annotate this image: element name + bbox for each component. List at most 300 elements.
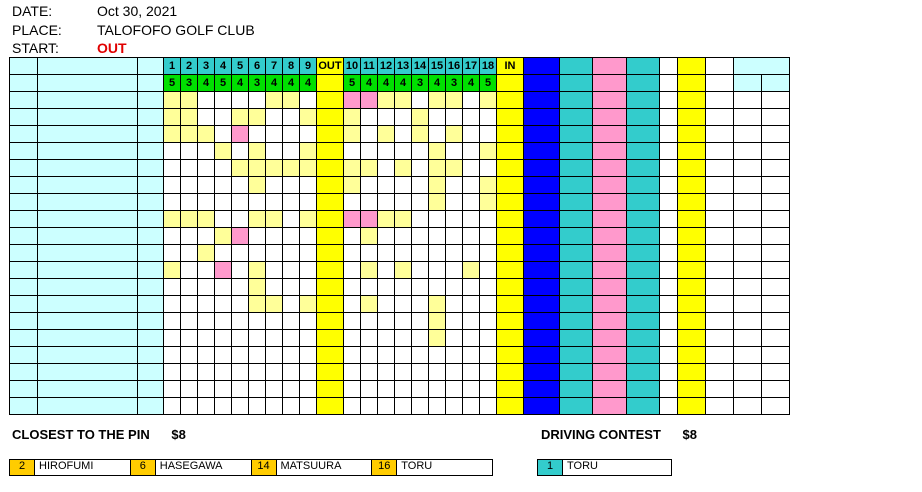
score-cell [429,228,446,245]
score-cell [283,92,300,109]
player-no [10,126,38,143]
player-grs [524,194,560,211]
col-hole-6: 6 [249,58,266,75]
score-cell [463,177,480,194]
player-row [10,126,790,143]
player-tee [138,143,164,160]
score-cell [361,245,378,262]
player-pen [706,245,734,262]
player-pen [706,126,734,143]
score-cell [344,245,361,262]
score-cell [463,262,480,279]
score-cell [181,109,198,126]
score-cell [361,313,378,330]
score-cell [198,109,215,126]
winner-entry [10,460,131,475]
winner-hole: 6 [131,460,156,475]
guest-pat [627,364,660,381]
score-cell [181,364,198,381]
col-hole-IN: IN [497,58,524,75]
score-cell [344,330,361,347]
par-net [593,75,627,92]
par-hole: 4 [300,75,317,92]
empty-cell [734,347,762,364]
empty-cell [215,398,232,415]
empty-cell [249,347,266,364]
player-no [10,330,38,347]
empty-cell [283,347,300,364]
score-cell [497,262,524,279]
score-cell [480,177,497,194]
player-q [660,330,678,347]
col-hole-8: 8 [283,58,300,75]
score-cell [412,177,429,194]
col-no [10,58,38,75]
score-cell [249,92,266,109]
score-cell [361,364,378,381]
score-cell [249,313,266,330]
score-cell [361,279,378,296]
player-hc [560,245,593,262]
empty-cell [181,381,198,398]
score-cell [497,245,524,262]
date-line [12,3,177,19]
player-q [660,245,678,262]
empty-cell [429,381,446,398]
player-rri [678,228,706,245]
player-tee [138,126,164,143]
empty-cell [300,398,317,415]
score-cell [266,143,283,160]
empty-cell [395,398,412,415]
player-grs [524,313,560,330]
player-q [660,211,678,228]
player-orig-net [762,228,790,245]
empty-cell [138,398,164,415]
score-cell [463,109,480,126]
guest-ohc [734,364,762,381]
score-cell [429,262,446,279]
score-cell [429,279,446,296]
empty-cell [317,381,344,398]
score-cell [378,143,395,160]
player-tee [138,109,164,126]
player-pen [706,330,734,347]
score-cell [232,313,249,330]
empty-cell [660,398,678,415]
score-cell [497,279,524,296]
player-rri [678,330,706,347]
blank-row [10,381,790,398]
player-tee [138,313,164,330]
guest-rri [678,364,706,381]
score-cell [317,313,344,330]
player-pat [627,143,660,160]
winner-entry [252,460,373,475]
par-hole: 4 [266,75,283,92]
score-cell [429,330,446,347]
player-orig-net [762,330,790,347]
date-label: DATE: [12,3,53,19]
score-cell [300,296,317,313]
col-hole-9: 9 [300,58,317,75]
score-cell [283,211,300,228]
player-tee [138,92,164,109]
score-cell [249,126,266,143]
score-cell [181,296,198,313]
score-cell [164,143,181,160]
score-cell [412,296,429,313]
score-cell [463,330,480,347]
col-hole-13: 13 [395,58,412,75]
player-pat [627,126,660,143]
score-cell [266,126,283,143]
score-cell [446,279,463,296]
score-cell [446,109,463,126]
score-cell [164,262,181,279]
score-cell [446,92,463,109]
header-row [10,58,790,75]
score-cell [215,194,232,211]
score-cell [378,194,395,211]
winner-hole: 2 [10,460,35,475]
col-hole-18: 18 [480,58,497,75]
player-pen [706,296,734,313]
score-cell [215,296,232,313]
player-net [593,92,627,109]
score-cell [249,194,266,211]
score-cell [480,194,497,211]
empty-cell [706,381,734,398]
player-q [660,228,678,245]
score-cell [429,109,446,126]
empty-cell [524,381,560,398]
player-orig-hc [734,228,762,245]
score-cell [480,126,497,143]
score-cell [215,245,232,262]
score-cell [232,330,249,347]
player-hc [560,330,593,347]
score-cell [395,313,412,330]
score-cell [283,160,300,177]
player-row [10,194,790,211]
player-grs [524,330,560,347]
player-rri [678,92,706,109]
winner-name: HIROFUMI [39,460,94,472]
score-cell [198,211,215,228]
score-cell [361,160,378,177]
player-name [38,109,138,126]
empty-cell [10,381,38,398]
player-name [38,143,138,160]
col-hole-10: 10 [344,58,361,75]
player-orig-hc [734,194,762,211]
player-orig-hc [734,109,762,126]
empty-cell [232,398,249,415]
player-orig-hc [734,92,762,109]
score-cell [378,364,395,381]
score-cell [446,143,463,160]
player-orig-hc [734,160,762,177]
score-cell [266,211,283,228]
score-cell [463,211,480,228]
score-cell [429,313,446,330]
score-cell [344,279,361,296]
score-cell [215,313,232,330]
score-cell [249,160,266,177]
player-orig-net [762,245,790,262]
score-cell [412,330,429,347]
guest-no [10,364,38,381]
player-pat [627,92,660,109]
score-cell [249,330,266,347]
score-cell [249,177,266,194]
score-cell [232,228,249,245]
score-cell [283,330,300,347]
empty-cell [198,398,215,415]
player-pat [627,228,660,245]
score-cell [283,364,300,381]
player-orig-net [762,92,790,109]
score-cell [378,262,395,279]
par-hole: 5 [480,75,497,92]
player-hc [560,279,593,296]
player-q [660,177,678,194]
score-cell [198,143,215,160]
score-cell [232,279,249,296]
player-row [10,279,790,296]
score-cell [249,296,266,313]
player-orig-hc [734,279,762,296]
score-cell [300,313,317,330]
player-pen [706,228,734,245]
score-cell [232,194,249,211]
empty-cell [497,347,524,364]
player-pat [627,262,660,279]
score-cell [215,109,232,126]
score-cell [463,194,480,211]
closest-to-pin-title [12,427,186,442]
place-line [12,22,255,38]
score-cell [497,92,524,109]
score-cell [232,211,249,228]
score-cell [300,177,317,194]
player-pen [706,177,734,194]
player-q [660,143,678,160]
score-cell [249,109,266,126]
winner-hole: 14 [252,460,277,475]
player-pat [627,330,660,347]
player-no [10,177,38,194]
score-cell [215,143,232,160]
score-cell [249,143,266,160]
empty-cell [378,381,395,398]
empty-cell [198,381,215,398]
score-cell [361,109,378,126]
guest-onet [762,364,790,381]
score-cell [446,262,463,279]
player-no [10,228,38,245]
score-cell [395,177,412,194]
empty-cell [164,398,181,415]
score-cell [266,279,283,296]
score-cell [317,296,344,313]
scorecard-table [9,57,790,415]
score-cell [378,109,395,126]
player-net [593,109,627,126]
player-rri [678,126,706,143]
score-cell [412,313,429,330]
score-cell [215,126,232,143]
empty-cell [395,381,412,398]
player-net [593,143,627,160]
player-rri [678,296,706,313]
player-pen [706,279,734,296]
empty-cell [412,381,429,398]
score-cell [300,228,317,245]
score-cell [266,194,283,211]
score-cell [463,228,480,245]
empty-cell [38,381,138,398]
empty-cell [138,381,164,398]
player-grs [524,262,560,279]
empty-cell [463,381,480,398]
score-cell [429,245,446,262]
par-pen [706,75,734,92]
score-cell [283,313,300,330]
score-cell [232,245,249,262]
empty-cell [678,381,706,398]
par-pat [627,75,660,92]
player-name [38,177,138,194]
player-orig-hc [734,177,762,194]
col-hole-14: 14 [412,58,429,75]
score-cell [266,109,283,126]
empty-cell [412,347,429,364]
score-cell [181,245,198,262]
col-tee [138,58,164,75]
score-cell [300,92,317,109]
par-grs [524,75,560,92]
score-cell [480,92,497,109]
score-cell [497,296,524,313]
score-cell [412,109,429,126]
score-cell [429,194,446,211]
score-cell [215,92,232,109]
score-cell [378,211,395,228]
score-cell [395,126,412,143]
score-cell [317,109,344,126]
score-cell [429,126,446,143]
score-cell [395,194,412,211]
score-cell [266,160,283,177]
col-hole-17: 17 [463,58,480,75]
score-cell [181,211,198,228]
score-cell [378,92,395,109]
guest-name [38,364,138,381]
empty-cell [560,381,593,398]
score-cell [249,245,266,262]
player-q [660,194,678,211]
player-no [10,160,38,177]
score-cell [317,126,344,143]
score-cell [198,313,215,330]
score-cell [463,313,480,330]
player-grs [524,143,560,160]
guest-grs [524,364,560,381]
score-cell [497,194,524,211]
player-orig-net [762,160,790,177]
score-cell [198,262,215,279]
player-grs [524,109,560,126]
score-cell [412,160,429,177]
score-cell [215,228,232,245]
score-cell [317,160,344,177]
player-no [10,92,38,109]
player-orig-hc [734,296,762,313]
par-row [10,75,790,92]
score-cell [317,364,344,381]
player-tee [138,194,164,211]
player-orig-net [762,177,790,194]
player-hc [560,194,593,211]
empty-cell [138,347,164,364]
score-cell [429,143,446,160]
score-cell [497,228,524,245]
player-orig-hc [734,330,762,347]
empty-cell [344,347,361,364]
empty-cell [164,347,181,364]
score-cell [283,228,300,245]
score-cell [412,126,429,143]
player-tee [138,211,164,228]
score-cell [344,211,361,228]
col-pen [706,58,734,75]
score-cell [446,194,463,211]
score-cell [266,92,283,109]
score-cell [344,92,361,109]
score-cell [266,364,283,381]
score-cell [361,126,378,143]
score-cell [412,364,429,381]
winner-entry [131,460,252,475]
player-row [10,330,790,347]
player-net [593,330,627,347]
player-pat [627,177,660,194]
player-hc [560,228,593,245]
score-cell [300,126,317,143]
par-rri [678,75,706,92]
score-cell [164,296,181,313]
player-q [660,262,678,279]
score-cell [395,143,412,160]
score-cell [181,160,198,177]
score-cell [395,364,412,381]
score-cell [395,228,412,245]
score-cell [198,296,215,313]
player-name [38,262,138,279]
player-pat [627,313,660,330]
score-cell [480,262,497,279]
score-cell [249,364,266,381]
winner-name: TORU [401,460,433,472]
player-no [10,143,38,160]
score-cell [395,330,412,347]
col-name [38,58,138,75]
score-cell [283,262,300,279]
score-cell [361,211,378,228]
player-q [660,126,678,143]
